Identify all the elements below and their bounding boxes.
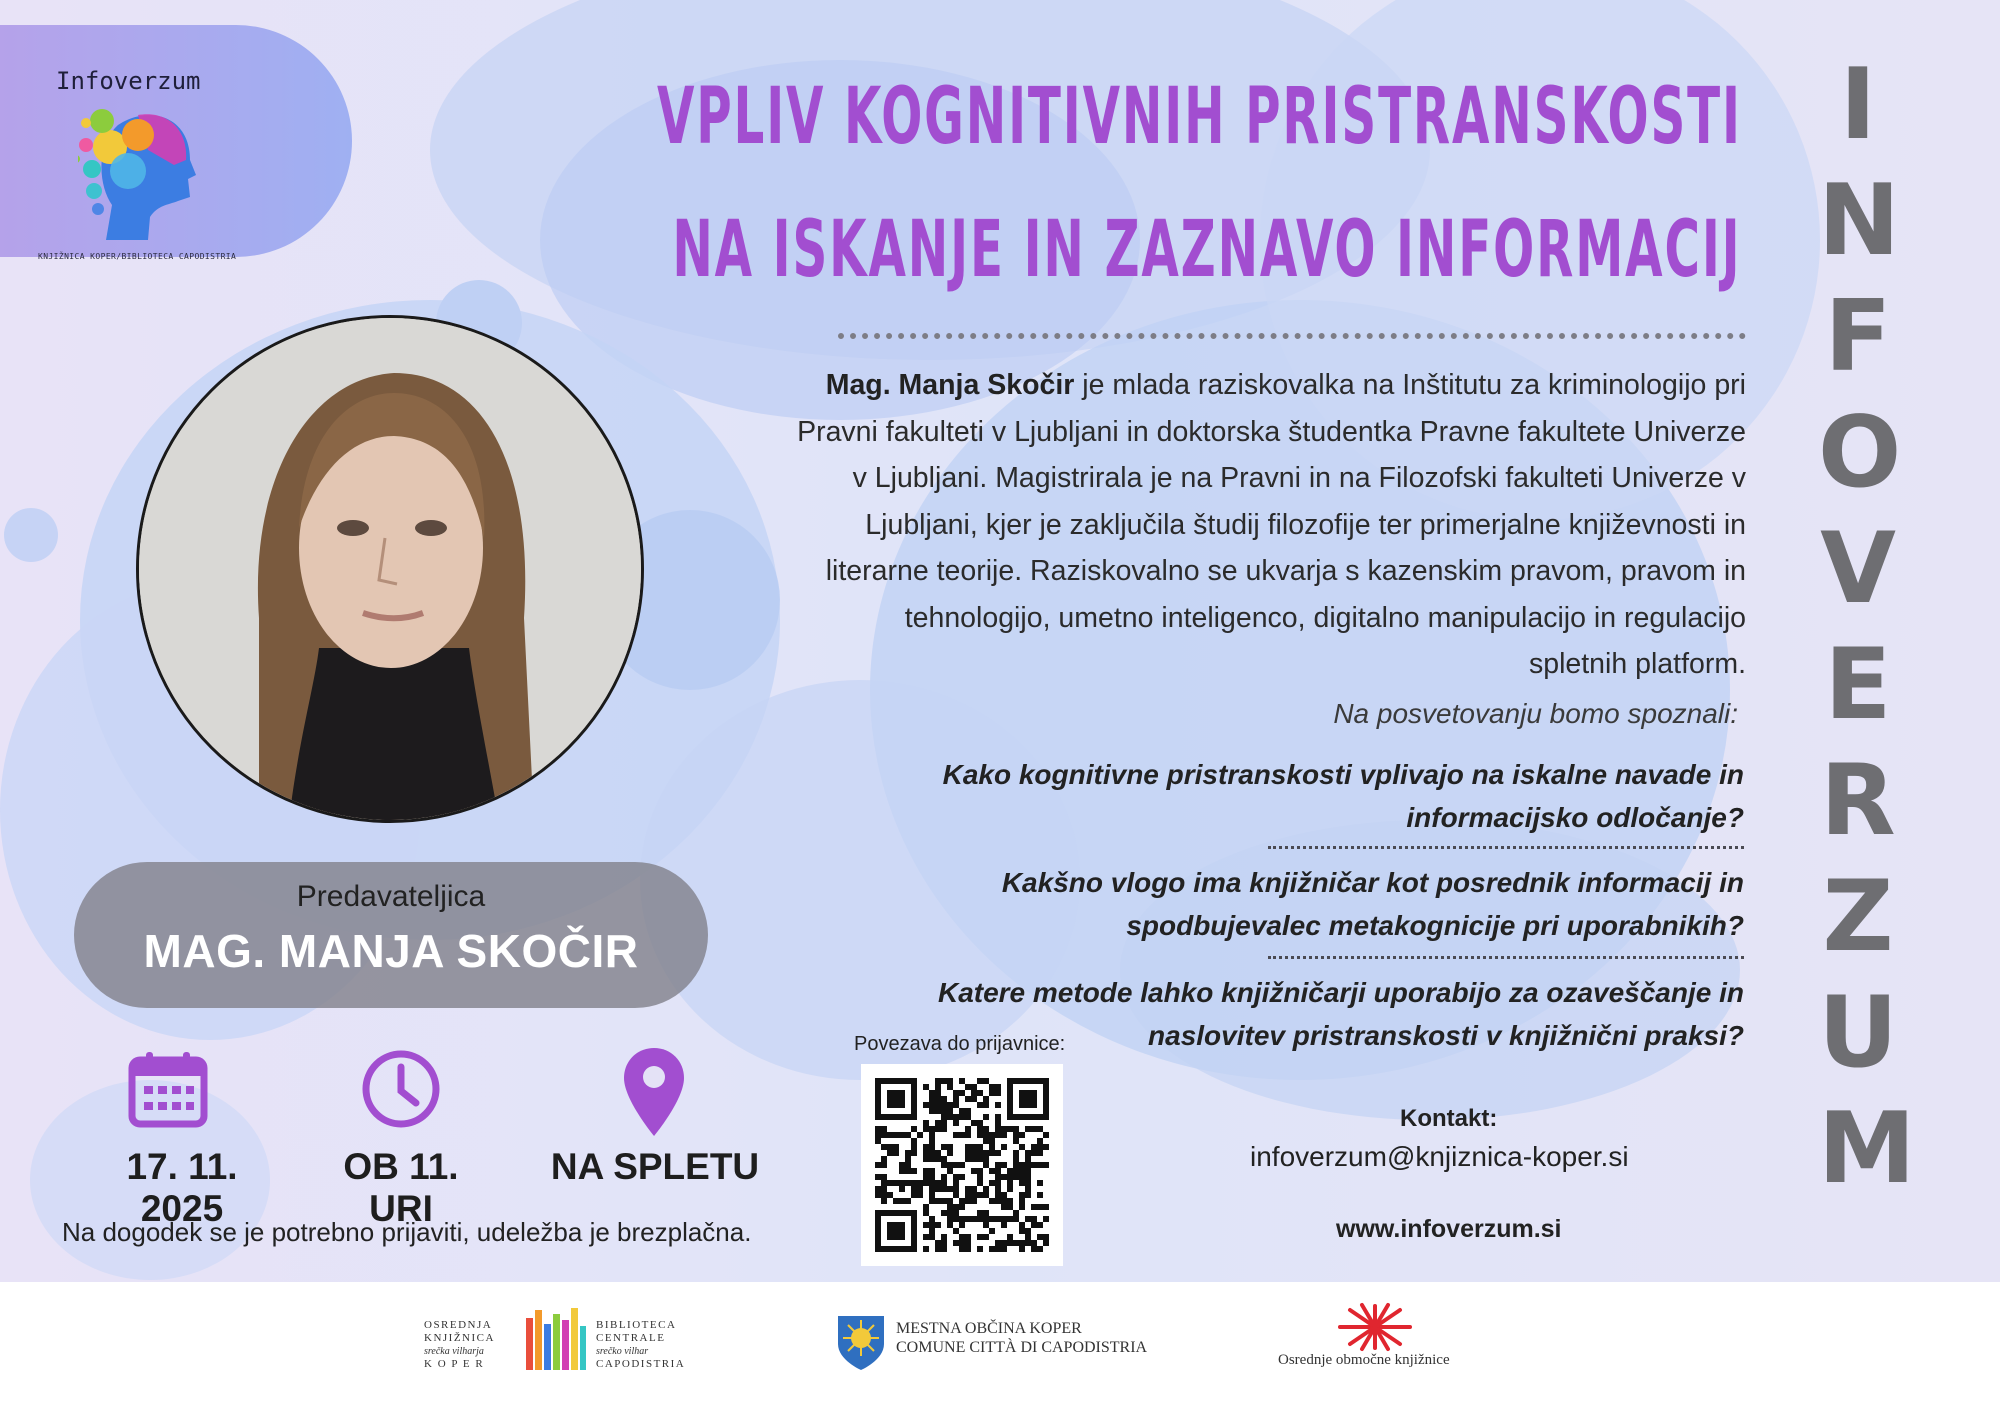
municipality-name-sl: MESTNA OBČINA KOPER <box>896 1320 1082 1337</box>
infoverzum-logo-card <box>0 25 352 261</box>
bio-line: v Ljubljani. Magistrirala je na Pravni in na Filozofski fakulteti Univerze v <box>852 462 1746 494</box>
koper-coat-of-arms-icon <box>836 1314 886 1372</box>
side-letter: F <box>1824 280 1892 394</box>
bio-line: literarne teorije. Raziskovalno se ukvarja s kazenskim pravom, pravom in <box>825 555 1746 587</box>
side-letter: N <box>1818 164 1901 278</box>
bio-line: Ljubljani, kjer je zaključila študij filozofije ter primerjalne književnosti in <box>865 508 1746 541</box>
side-letter: I <box>1839 48 1877 162</box>
lib-right-line: BIBLIOTECA <box>596 1319 677 1331</box>
event-time: OB 11. URI <box>343 1146 459 1229</box>
qr-label: Povezava do prijavnice: <box>854 1033 1066 1055</box>
contact-label: Kontakt: <box>1400 1105 1498 1132</box>
lib-right-line: srečko vilhar <box>596 1346 649 1357</box>
side-letter: U <box>1818 976 1898 1090</box>
qr-code-icon <box>861 1064 1063 1266</box>
speaker-name-pill <box>74 862 708 1008</box>
portrait-image <box>139 318 641 820</box>
side-letter: E <box>1824 628 1892 742</box>
event-date: 17. 11. 2025 <box>126 1146 238 1229</box>
regional-library-name: Osrednje območne knjižnice <box>1278 1352 1450 1368</box>
question-line: Kakšno vlogo ima knjižničar kot posrednik informacij in <box>1001 867 1744 898</box>
lib-right-line: CAPODISTRIA <box>596 1358 686 1370</box>
question-2 <box>1002 861 1744 947</box>
question-line: spodbujevalec metakognicije pri uporabnikih? <box>1126 910 1744 941</box>
speaker-name: MAG. MANJA SKOČIR <box>143 925 639 977</box>
title-line-2: NA ISKANJE IN ZAZNAVO INFORMACIJ <box>672 205 1742 295</box>
footer-logos <box>0 1282 2000 1414</box>
clock-icon <box>361 1049 441 1129</box>
bio-line: je mlada raziskovalka na Inštitutu za kriminologijo pri <box>1074 369 1746 401</box>
logo-title: Infoverzum <box>56 67 201 95</box>
speaker-role: Predavateljica <box>296 880 486 913</box>
side-letter: R <box>1820 744 1896 858</box>
website-link[interactable]: www.infoverzum.si <box>1336 1215 1562 1243</box>
lib-right-line: CENTRALE <box>596 1332 666 1344</box>
lib-left-line: OSREDNJA <box>424 1319 493 1331</box>
municipality-name-it: COMUNE CITTÀ DI CAPODISTRIA <box>896 1339 1148 1356</box>
books-icon <box>524 1306 588 1372</box>
question-divider <box>1268 956 1744 959</box>
question-line: informacijsko odločanje? <box>1406 802 1744 833</box>
side-letter: M <box>1818 1092 1916 1206</box>
speaker-portrait <box>136 315 644 823</box>
question-line: Katere metode lahko knjižničarji uporabijo za ozaveščanje in <box>937 977 1744 1008</box>
divider-dotted <box>838 333 1746 339</box>
lib-left-line: KNJIŽNICA <box>424 1332 495 1344</box>
lib-left-line: K O P E R <box>424 1358 485 1370</box>
regional-library-star-icon <box>1332 1302 1418 1352</box>
location-pin-icon <box>622 1046 686 1138</box>
side-letter: Z <box>1822 860 1894 974</box>
side-letter: O <box>1818 396 1902 510</box>
contact-email[interactable]: infoverzum@knjiznica-koper.si <box>1250 1141 1629 1172</box>
question-1 <box>943 753 1744 839</box>
bio-line: tehnologijo, umetno inteligenco, digitalno manipulacijo in regulacijo <box>904 601 1746 634</box>
bio-name: Mag. Manja Skočir <box>825 369 1075 401</box>
event-place: NA SPLETU <box>550 1146 760 1187</box>
calendar-icon <box>128 1050 208 1128</box>
registration-qr-code[interactable] <box>861 1064 1063 1266</box>
head-logo-icon <box>78 105 198 245</box>
logo-subtitle: KNJIŽNICA KOPER/BIBLIOTECA CAPODISTRIA <box>38 252 237 261</box>
learn-intro: Na posvetovanju bomo spoznali: <box>1333 698 1738 729</box>
registration-note: Na dogodek se je potrebno prijaviti, udeležba je brezplačna. <box>62 1217 752 1247</box>
question-line: Kako kognitivne pristranskosti vplivajo na iskalne navade in <box>942 759 1744 790</box>
side-vertical-text <box>1818 48 1916 1216</box>
speaker-bio <box>672 362 1746 688</box>
side-letter: V <box>1820 512 1896 626</box>
question-divider <box>1268 846 1744 849</box>
title-line-1: VPLIV KOGNITIVNIH PRISTRANSKOSTI <box>657 72 1742 162</box>
bio-line: spletnih platform. <box>1528 648 1746 680</box>
question-line: naslovitev pristranskosti v knjižnični praksi? <box>1148 1020 1744 1051</box>
bio-line: Pravni fakulteti v Ljubljani in doktorska študentka Pravne fakultete Univerze <box>797 415 1746 448</box>
lib-left-line: srečka vilharja <box>424 1346 484 1357</box>
